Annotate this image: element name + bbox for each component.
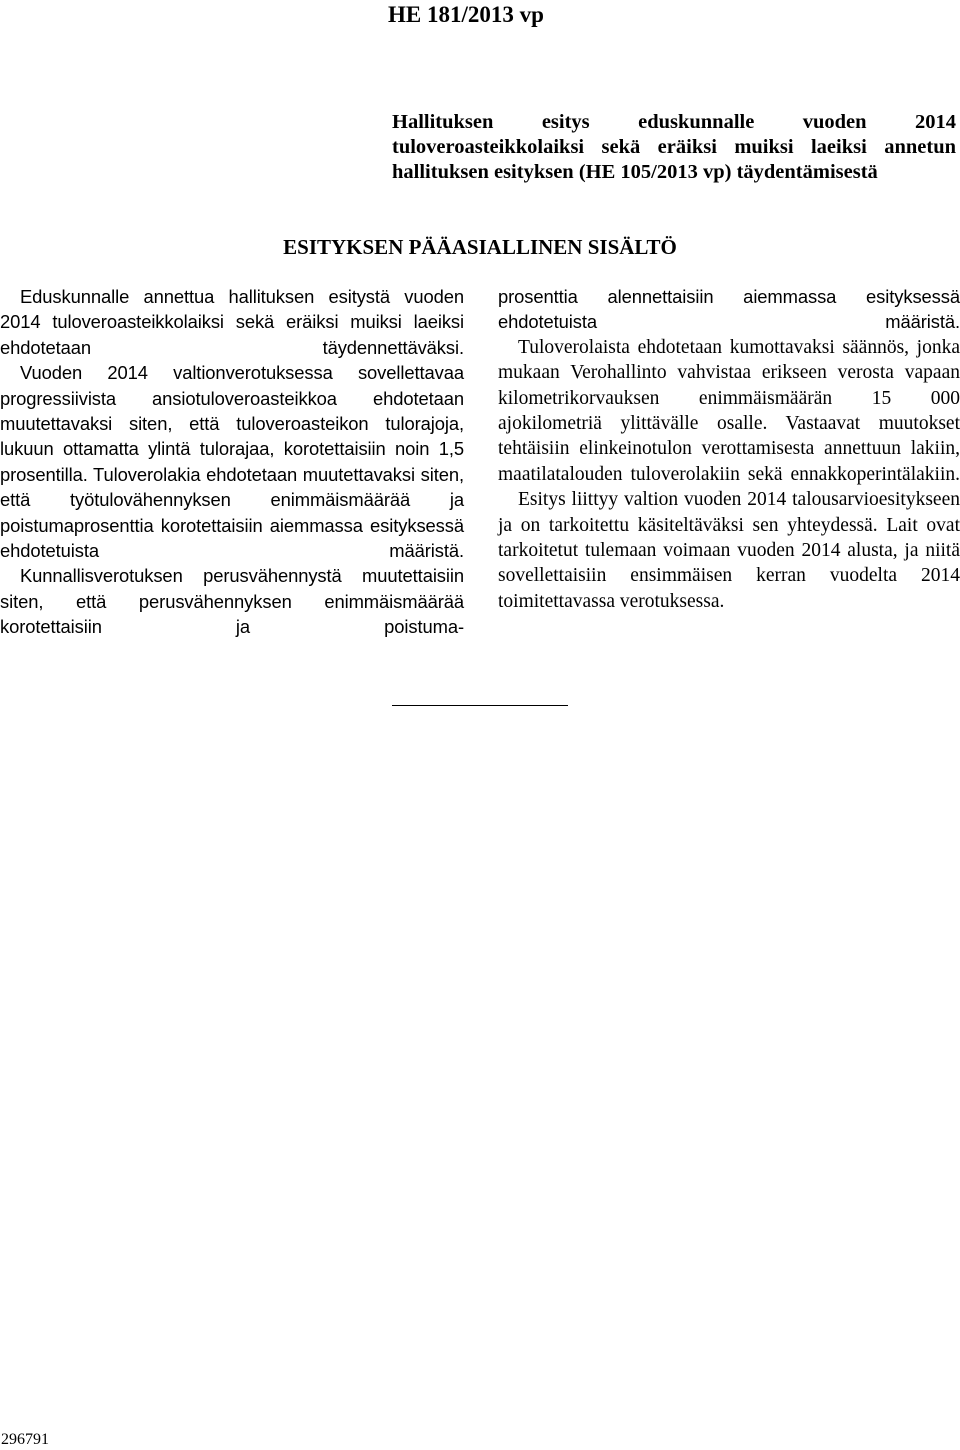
document-title: Hallituksen esitys eduskunnalle vuoden 2014 tuloveroasteikkolaiksi sekä eräiksi muiksi laeiksi annetun hallituksen esityksen (HE 105/2013 vp) täydentämisestä <box>392 111 956 183</box>
left-text-column <box>0 284 464 640</box>
right-text-column <box>498 284 960 614</box>
paragraph-municipal-taxation: Kunnallisverotuksen perusvähennystä muutettaisiin siten, että perusvähennyksen enimmäismäärää korotettaisiin ja poistuma- <box>0 565 464 638</box>
paragraph-state-taxation: Vuoden 2014 valtionverotuksessa sovellettavaa progressiivista ansiotuloveroasteikkoa ehdotetaan muutettavaksi siten, että tuloveroasteikon tulorajoja, lukuun ottamatta ylintä tulorajaa, korotettaisiin noin 1,5 prosentilla. Tuloverolakia ehdotetaan muutettavaksi siten, että työtulovähennyksen enimmäismäärää ja poistumaprosenttia korotettaisiin aiemmassa esityksessä ehdotetuista määristä. <box>0 362 464 562</box>
end-rule-divider <box>392 705 568 706</box>
paragraph-mileage-allowance: Tuloverolaista ehdotetaan kumottavaksi säännös, jonka mukaan Verohallinto vahvistaa erikseen verosta vapaan kilometrikorvauksen enimmäismäärän 15 000 ajokilometriä ylittävälle osalle. Vastaavat muutokset tehtäisiin elinkeinotulon verottamisesta annettuun lakiin, maatilatalouden tuloverolakiin sekä ennakkoperintälakiin. <box>498 336 960 485</box>
paragraph-budget-link: Esitys liittyy valtion vuoden 2014 talousarvioesitykseen ja on tarkoitettu käsiteltäväksi sen yhteydessä. Lait ovat tarkoitetut tulemaan voimaan vuoden 2014 alusta, ja niitä sovellettaisiin ensimmäisen kerran vuodelta 2014 toimitettavassa verotuksessa. <box>498 489 960 612</box>
paragraph-intro: Eduskunnalle annettua hallituksen esitystä vuoden 2014 tuloveroasteikkolaiksi sekä eräiksi muiksi laeiksi ehdotetaan täydennettäväksi. <box>0 286 464 358</box>
page-code: 296791 <box>1 1431 49 1448</box>
section-heading: ESITYKSEN PÄÄASIALLINEN SISÄLTÖ <box>283 235 677 259</box>
paragraph-continuation: prosenttia alennettaisiin aiemmassa esityksessä ehdotetuista määristä. <box>498 286 960 333</box>
document-number: HE 181/2013 vp <box>388 2 544 27</box>
